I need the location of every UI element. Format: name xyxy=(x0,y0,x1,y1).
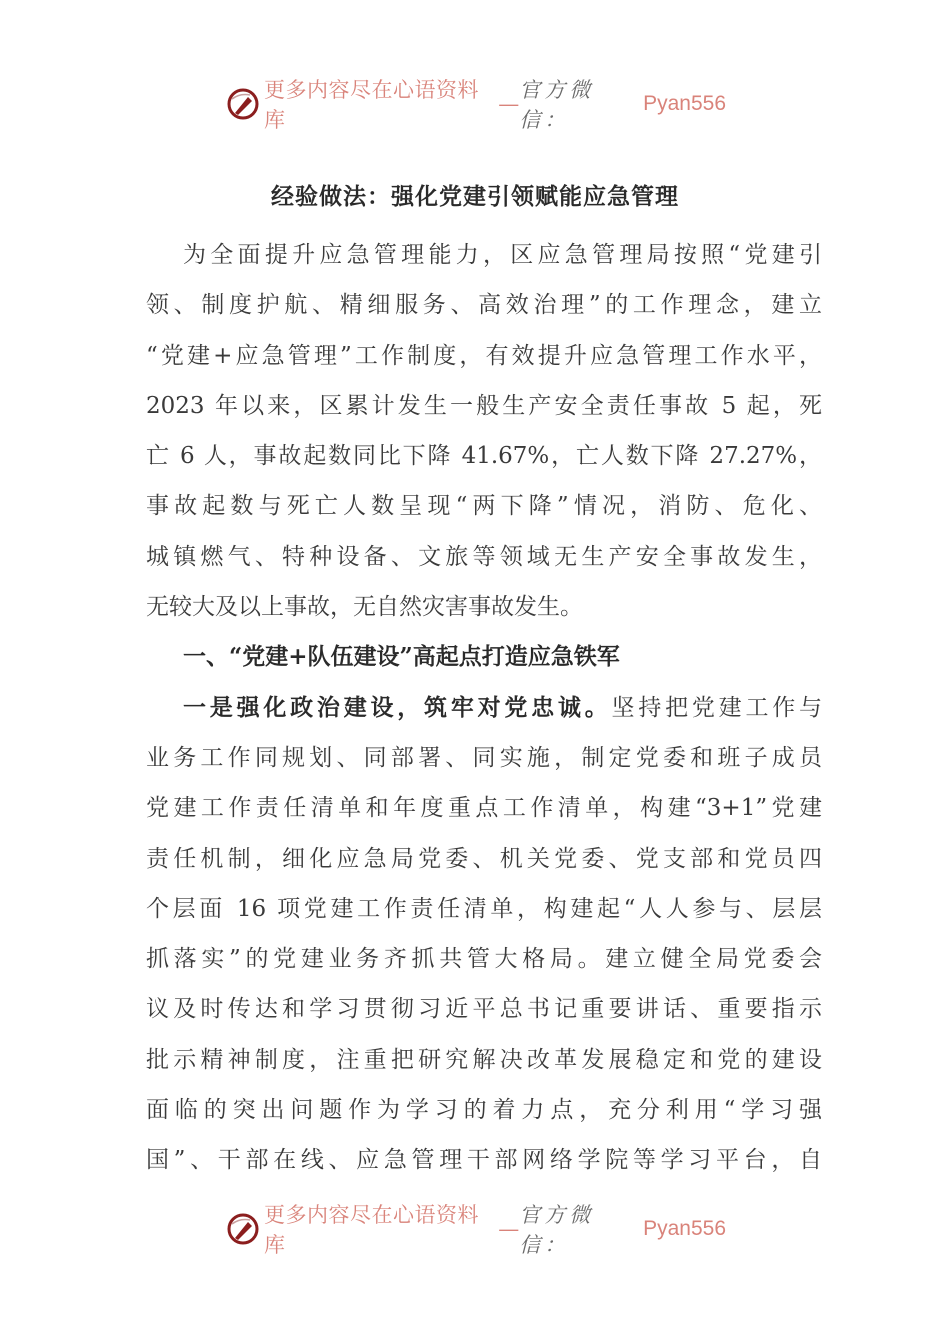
banner-wechat-label: 官方微信： xyxy=(519,78,595,132)
paragraph-line: 议及时传达和学习贯彻习近平总书记重要讲话、重要指示 xyxy=(146,996,822,1023)
document-body xyxy=(146,230,822,1186)
paragraph-line: 面临的突出问题作为学习的着力点，充分利用“学习强 xyxy=(146,1097,822,1124)
pen-nib-logo-icon xyxy=(226,87,260,121)
pen-nib-logo-icon xyxy=(226,1212,260,1246)
paragraph-lead-rest: 坚持把党建工作与 xyxy=(611,694,823,721)
paragraph-line: 党建工作责任清单和年度重点工作清单，构建“3+1”党建 xyxy=(146,795,822,822)
paragraph-line: 城镇燃气、特种设备、文旅等领域无生产安全事故发生， xyxy=(146,543,822,570)
paragraph-line: 领、制度护航、精细服务、高效治理”的工作理念，建立 xyxy=(146,292,822,319)
paragraph-line: 责任机制，细化应急局党委、机关党委、党支部和党员四 xyxy=(146,845,822,872)
banner-promo-text: 更多内容尽在心语资料库 xyxy=(264,1203,479,1257)
paragraph-line: 无较大及以上事故，无自然灾害事故发生。 xyxy=(146,594,583,621)
paragraph-line: 国”、干部在线、应急管理干部网络学院等学习平台，自 xyxy=(146,1147,822,1174)
paragraph-line: “党建+应急管理”工作制度，有效提升应急管理工作水平， xyxy=(146,342,822,369)
section-heading: 一、“党建+队伍建设”高起点打造应急铁军 xyxy=(183,643,620,671)
banner-promo-text: 更多内容尽在心语资料库 xyxy=(264,78,479,132)
banner-wechat-label: 官方微信： xyxy=(519,1203,595,1257)
banner-wechat-id: Pyan556 xyxy=(643,1217,726,1240)
document-title: 经验做法：强化党建引领赋能应急管理 xyxy=(271,183,679,210)
banner-wechat-id: Pyan556 xyxy=(643,92,726,115)
watermark-banner-bottom xyxy=(226,1203,726,1257)
paragraph-line xyxy=(146,683,822,733)
paragraph-line: 为全面提升应急管理能力，区应急管理局按照“党建引 xyxy=(183,242,822,268)
banner-dash: — xyxy=(498,1217,520,1241)
paragraph-line: 批示精神制度，注重把研究解决改革发展稳定和党的建设 xyxy=(146,1046,822,1073)
watermark-banner-top xyxy=(226,78,726,132)
paragraph-line: 抓落实”的党建业务齐抓共管大格局。建立健全局党委会 xyxy=(146,946,822,973)
paragraph-line: 个层面 16 项党建工作责任清单，构建起“人人参与、层层 xyxy=(146,895,822,922)
paragraph-line: 业务工作同规划、同部署、同实施，制定党委和班子成员 xyxy=(146,744,822,771)
paragraph-line: 亡 6 人，事故起数同比下降 41.67%，亡人数下降 27.27%， xyxy=(146,443,822,470)
banner-dash: — xyxy=(498,92,520,116)
paragraph-line: 2023 年以来，区累计发生一般生产安全责任事故 5 起，死 xyxy=(146,392,822,419)
paragraph-line: 事故起数与死亡人数呈现“两下降”情况，消防、危化、 xyxy=(146,493,822,520)
paragraph-lead-bold: 一是强化政治建设，筑牢对党忠诚。 xyxy=(183,693,612,721)
